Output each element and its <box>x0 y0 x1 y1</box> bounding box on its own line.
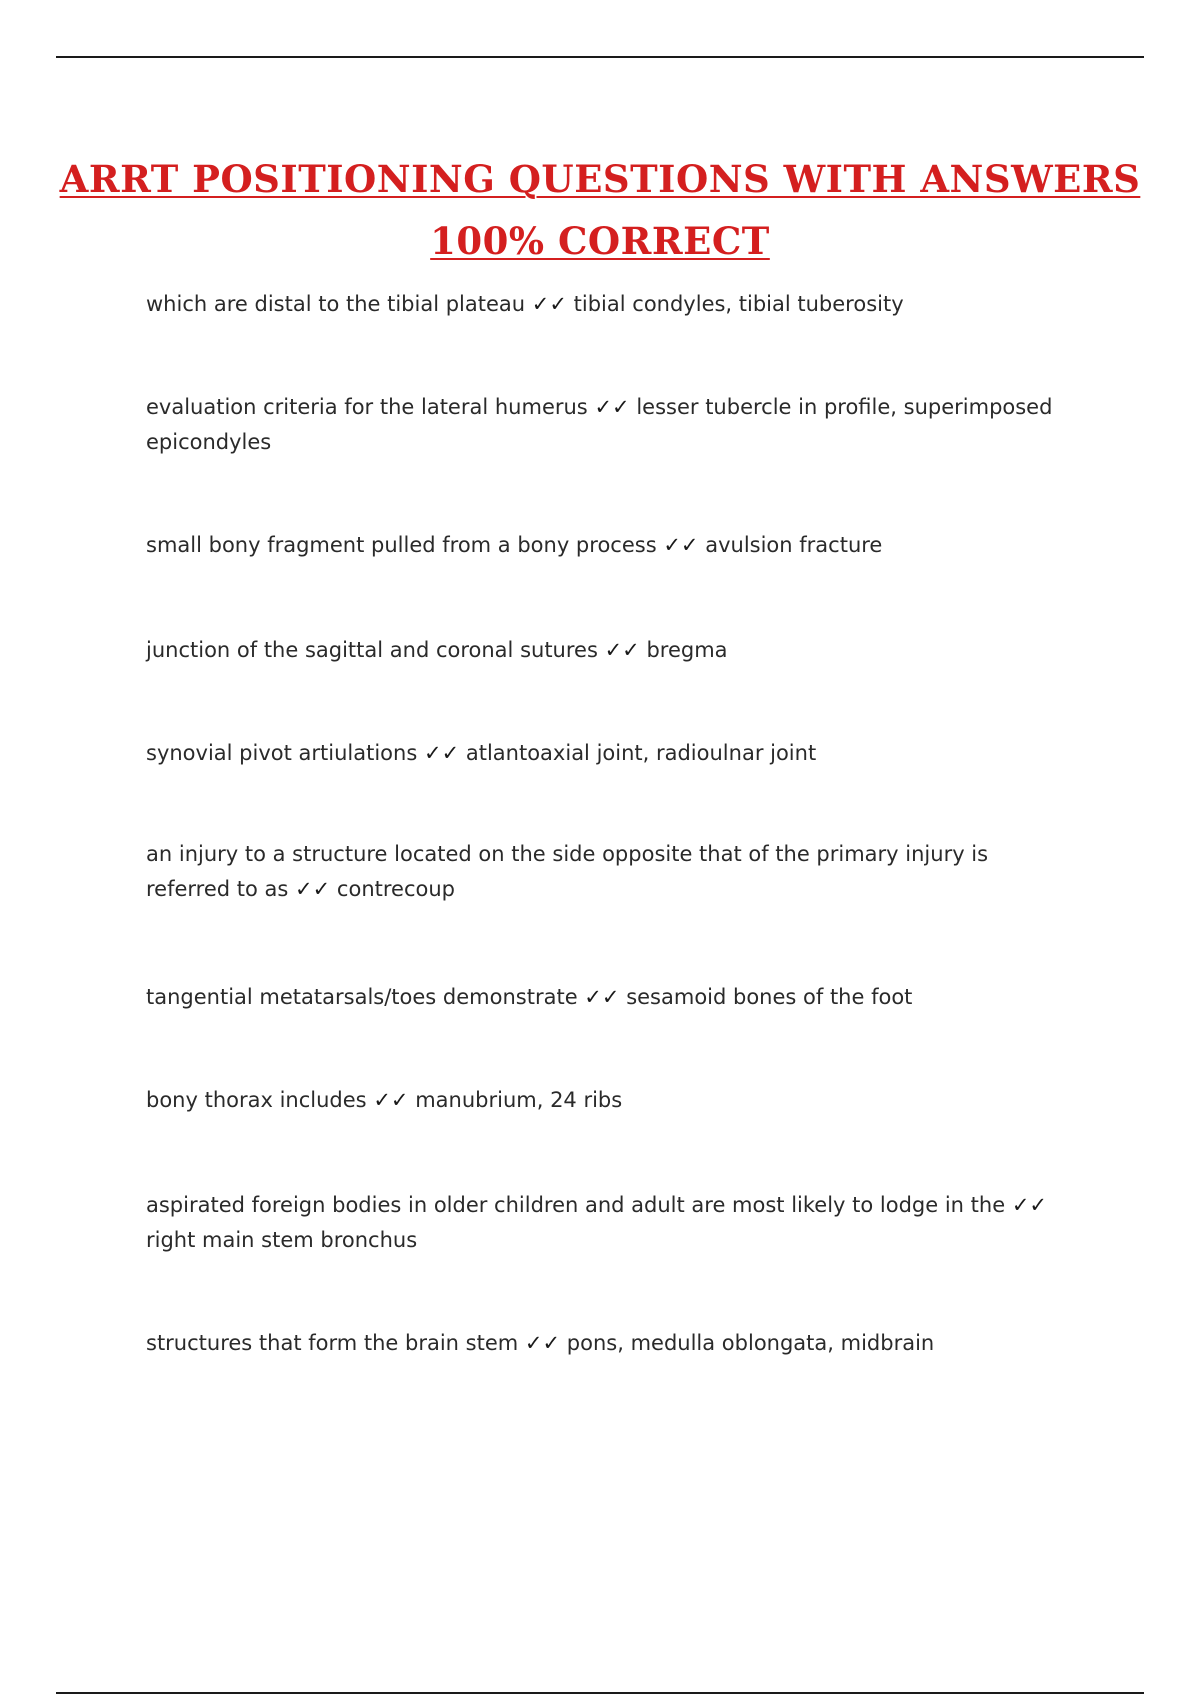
qa-item <box>146 736 1076 771</box>
qa-item <box>146 528 1076 563</box>
answer-text: pons, medulla oblongata, midbrain <box>566 1331 935 1355</box>
qa-item <box>146 390 1076 460</box>
answer-text: sesamoid bones of the foot <box>626 985 913 1009</box>
question-text: junction of the sagittal and coronal sutures <box>146 638 598 662</box>
qa-item <box>146 1188 1076 1258</box>
answer-text: manubrium, 24 ribs <box>415 1088 623 1112</box>
double-check-icon: ✓✓ <box>604 638 640 662</box>
qa-item <box>146 837 1076 907</box>
double-check-icon: ✓✓ <box>663 533 699 557</box>
question-text: which are distal to the tibial plateau <box>146 292 526 316</box>
question-text: structures that form the brain stem <box>146 1331 519 1355</box>
double-check-icon: ✓✓ <box>295 877 331 901</box>
bottom-rule <box>56 1692 1144 1694</box>
question-text: aspirated foreign bodies in older children and adult are most likely to lodge in the <box>146 1193 1006 1217</box>
answer-text: avulsion fracture <box>705 533 883 557</box>
top-rule <box>56 56 1144 58</box>
answer-text: contrecoup <box>336 877 455 901</box>
question-text: an injury to a structure located on the side opposite that of the primary injury is referred to as <box>146 842 989 901</box>
document-title <box>0 148 1200 272</box>
double-check-icon: ✓✓ <box>524 1331 561 1355</box>
question-text: evaluation criteria for the lateral humerus <box>146 395 588 419</box>
question-text: small bony fragment pulled from a bony process <box>146 533 657 557</box>
title-line-1: ARRT POSITIONING QUESTIONS WITH ANSWERS <box>59 157 1141 201</box>
title-line-2: 100% CORRECT <box>430 219 770 263</box>
question-text: bony thorax includes <box>146 1088 367 1112</box>
answer-text: lesser tubercle in profile, superimposed epicondyles <box>146 395 1053 454</box>
double-check-icon: ✓✓ <box>373 1088 409 1112</box>
qa-item <box>146 633 1076 668</box>
double-check-icon: ✓✓ <box>423 741 460 765</box>
qa-item <box>146 1326 1076 1361</box>
answer-text: right main stem bronchus <box>146 1228 418 1252</box>
double-check-icon: ✓✓ <box>584 985 620 1009</box>
double-check-icon: ✓✓ <box>594 395 630 419</box>
question-text: tangential metatarsals/toes demonstrate <box>146 985 578 1009</box>
qa-item <box>146 287 1076 322</box>
qa-item <box>146 980 1076 1015</box>
answer-text: atlantoaxial joint, radioulnar joint <box>465 741 817 765</box>
answer-text: tibial condyles, tibial tuberosity <box>573 292 904 316</box>
question-text: synovial pivot artiulations <box>146 741 418 765</box>
double-check-icon: ✓✓ <box>1011 1193 1048 1217</box>
qa-item <box>146 1083 1076 1118</box>
answer-text: bregma <box>646 638 728 662</box>
double-check-icon: ✓✓ <box>531 292 567 316</box>
